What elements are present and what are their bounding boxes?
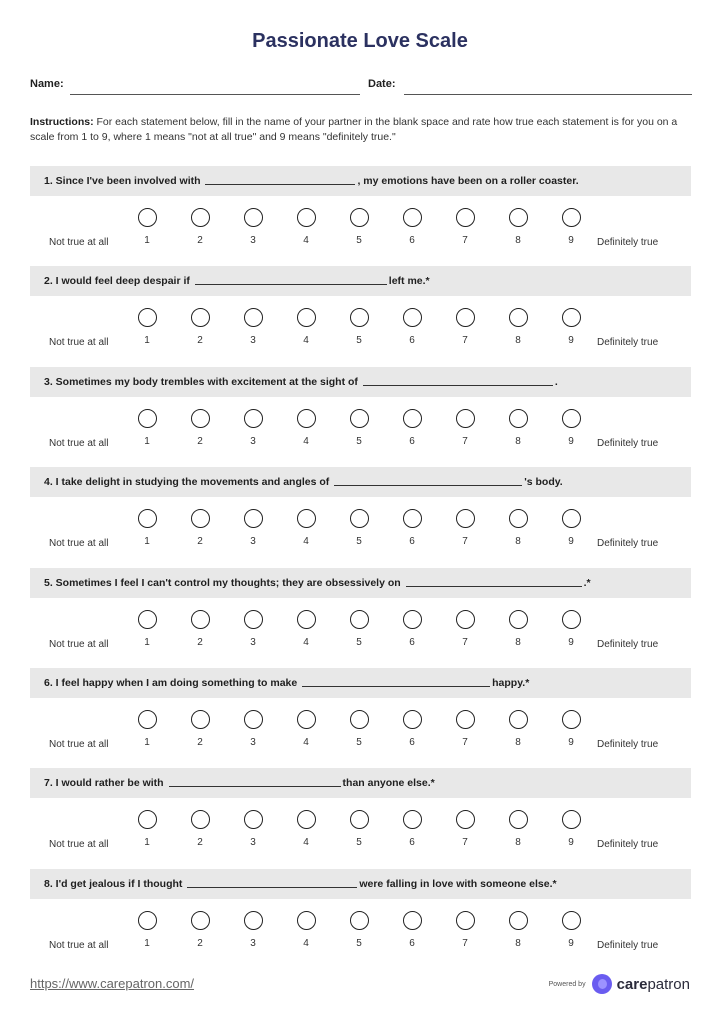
rating-number: 1 bbox=[144, 736, 150, 748]
question-text-after: , my emotions have been on a roller coaster. bbox=[357, 175, 579, 187]
rating-option[interactable] bbox=[294, 509, 318, 547]
rating-number: 6 bbox=[409, 235, 415, 246]
question-text-before: 1. Since I've been involved with bbox=[44, 175, 201, 187]
radio-circle-icon[interactable] bbox=[562, 509, 581, 528]
rating-option[interactable] bbox=[400, 409, 424, 447]
rating-number: 2 bbox=[197, 837, 203, 849]
scale-left-label: Not true at all bbox=[49, 839, 109, 851]
rating-number: 6 bbox=[409, 736, 415, 748]
radio-circle-icon[interactable] bbox=[509, 308, 528, 327]
radio-circle-icon[interactable] bbox=[138, 208, 157, 227]
rating-option[interactable] bbox=[241, 308, 265, 346]
scale-left-label: Not true at all bbox=[49, 738, 109, 750]
rating-number: 3 bbox=[250, 536, 256, 548]
radio-circle-icon[interactable] bbox=[456, 308, 475, 327]
radio-circle-icon[interactable] bbox=[244, 509, 263, 528]
partner-name-blank[interactable] bbox=[334, 474, 522, 486]
radio-circle-icon[interactable] bbox=[456, 409, 475, 428]
rating-option[interactable] bbox=[135, 308, 159, 346]
rating-number: 6 bbox=[409, 837, 415, 849]
partner-name-blank[interactable] bbox=[205, 173, 355, 185]
powered-by-label: Powered by bbox=[548, 980, 586, 988]
partner-name-blank[interactable] bbox=[302, 675, 490, 687]
radio-circle-icon[interactable] bbox=[244, 911, 263, 930]
rating-number: 3 bbox=[250, 636, 256, 648]
rating-option[interactable] bbox=[400, 710, 424, 748]
rating-option[interactable] bbox=[241, 208, 265, 246]
scale-right-label: Definitely true bbox=[597, 638, 659, 650]
question-text-after: were falling in love with someone else.* bbox=[359, 877, 557, 890]
rating-number: 8 bbox=[515, 235, 521, 246]
rating-number: 3 bbox=[250, 235, 256, 246]
rating-number: 9 bbox=[568, 736, 574, 748]
scale-right-label: Definitely true bbox=[597, 839, 659, 851]
radio-circle-icon[interactable] bbox=[509, 810, 528, 829]
rating-option[interactable] bbox=[347, 710, 371, 748]
rating-option[interactable] bbox=[135, 810, 159, 848]
scale-left-label: Not true at all bbox=[49, 939, 109, 951]
instructions bbox=[30, 115, 680, 145]
rating-option[interactable] bbox=[241, 509, 265, 547]
rating-number: 7 bbox=[462, 235, 468, 246]
rating-number: 9 bbox=[568, 235, 574, 246]
rating-number: 5 bbox=[356, 435, 362, 447]
rating-option[interactable] bbox=[135, 911, 159, 949]
footer-url-link[interactable]: https://www.carepatron.com/ bbox=[30, 976, 195, 991]
rating-number: 8 bbox=[515, 937, 521, 949]
carepatron-logo-icon bbox=[592, 974, 612, 994]
rating-number: 6 bbox=[409, 435, 415, 447]
rating-option[interactable] bbox=[453, 710, 477, 748]
rating-option[interactable] bbox=[294, 208, 318, 246]
rating-option[interactable] bbox=[400, 509, 424, 547]
rating-number: 4 bbox=[303, 335, 309, 347]
radio-circle-icon[interactable] bbox=[350, 308, 369, 327]
rating-option[interactable] bbox=[506, 810, 530, 848]
question-text-after: 's body. bbox=[524, 476, 563, 489]
rating-option[interactable] bbox=[453, 208, 477, 246]
rating-option[interactable] bbox=[559, 308, 583, 346]
rating-option[interactable] bbox=[347, 911, 371, 949]
rating-option[interactable] bbox=[400, 810, 424, 848]
question-statement bbox=[30, 266, 691, 296]
radio-circle-icon[interactable] bbox=[456, 610, 475, 629]
rating-option[interactable] bbox=[294, 911, 318, 949]
rating-number: 2 bbox=[197, 636, 203, 648]
radio-circle-icon[interactable] bbox=[297, 710, 316, 729]
rating-option[interactable] bbox=[294, 710, 318, 748]
rating-number: 4 bbox=[303, 435, 309, 447]
rating-option[interactable] bbox=[135, 208, 159, 246]
radio-circle-icon[interactable] bbox=[562, 610, 581, 629]
rating-option[interactable] bbox=[135, 610, 159, 648]
radio-circle-icon[interactable] bbox=[297, 208, 316, 227]
partner-name-blank[interactable] bbox=[195, 273, 387, 285]
rating-number: 4 bbox=[303, 937, 309, 949]
rating-number: 7 bbox=[462, 937, 468, 949]
rating-number: 7 bbox=[462, 536, 468, 548]
name-label: Name: bbox=[30, 78, 64, 90]
rating-number: 1 bbox=[144, 636, 150, 648]
rating-number: 4 bbox=[303, 837, 309, 849]
rating-number: 6 bbox=[409, 636, 415, 648]
rating-option[interactable] bbox=[453, 509, 477, 547]
radio-circle-icon[interactable] bbox=[456, 509, 475, 528]
radio-circle-icon[interactable] bbox=[509, 208, 528, 227]
rating-number: 7 bbox=[462, 736, 468, 748]
rating-option[interactable] bbox=[135, 509, 159, 547]
rating-option[interactable] bbox=[453, 409, 477, 447]
rating-number: 4 bbox=[303, 536, 309, 548]
rating-option[interactable] bbox=[347, 509, 371, 547]
rating-option[interactable] bbox=[506, 409, 530, 447]
rating-option[interactable] bbox=[347, 610, 371, 648]
rating-option[interactable] bbox=[241, 810, 265, 848]
radio-circle-icon[interactable] bbox=[562, 911, 581, 930]
rating-number: 7 bbox=[462, 335, 468, 347]
question-statement bbox=[30, 166, 691, 196]
rating-option[interactable] bbox=[400, 911, 424, 949]
brand-logo bbox=[549, 974, 690, 994]
rating-number: 9 bbox=[568, 536, 574, 548]
radio-circle-icon[interactable] bbox=[350, 710, 369, 729]
scale-left-label: Not true at all bbox=[49, 337, 109, 349]
radio-circle-icon[interactable] bbox=[403, 810, 422, 829]
rating-number: 9 bbox=[568, 636, 574, 648]
question-statement bbox=[30, 367, 691, 397]
rating-option[interactable] bbox=[559, 710, 583, 748]
rating-number: 9 bbox=[568, 837, 574, 849]
radio-circle-icon[interactable] bbox=[191, 810, 210, 829]
rating-number: 5 bbox=[356, 536, 362, 548]
rating-number: 8 bbox=[515, 536, 521, 548]
brand-name bbox=[617, 976, 690, 993]
rating-option[interactable] bbox=[294, 610, 318, 648]
radio-circle-icon[interactable] bbox=[350, 810, 369, 829]
rating-option[interactable] bbox=[400, 308, 424, 346]
rating-option[interactable] bbox=[453, 308, 477, 346]
radio-circle-icon[interactable] bbox=[456, 810, 475, 829]
radio-circle-icon[interactable] bbox=[244, 409, 263, 428]
rating-number: 1 bbox=[144, 435, 150, 447]
question-text-before: 6. I feel happy when I am doing something to make bbox=[44, 676, 298, 689]
rating-option[interactable] bbox=[188, 308, 212, 346]
question-statement bbox=[30, 467, 691, 497]
question-text-before: 2. I would feel deep despair if bbox=[44, 275, 190, 288]
radio-circle-icon[interactable] bbox=[562, 208, 581, 227]
question-item bbox=[30, 568, 691, 668]
scale-left-label: Not true at all bbox=[49, 237, 109, 248]
rating-option[interactable] bbox=[400, 208, 424, 246]
radio-circle-icon[interactable] bbox=[403, 208, 422, 227]
question-text-after: happy.* bbox=[492, 676, 530, 689]
rating-number: 1 bbox=[144, 235, 150, 246]
radio-circle-icon[interactable] bbox=[509, 610, 528, 629]
rating-number: 7 bbox=[462, 435, 468, 447]
question-statement bbox=[30, 869, 691, 899]
question-text-before: 7. I would rather be with bbox=[44, 777, 164, 790]
question-text-before: 4. I take delight in studying the movements and angles of bbox=[44, 476, 330, 489]
question-item bbox=[30, 467, 691, 567]
scale-left-label: Not true at all bbox=[49, 538, 109, 550]
instructions-lead: Instructions: bbox=[30, 116, 94, 128]
radio-circle-icon[interactable] bbox=[562, 810, 581, 829]
rating-number: 4 bbox=[303, 636, 309, 648]
rating-number: 2 bbox=[197, 937, 203, 949]
rating-option[interactable] bbox=[135, 409, 159, 447]
question-item bbox=[30, 367, 691, 467]
radio-circle-icon[interactable] bbox=[297, 509, 316, 528]
scale-right-label: Definitely true bbox=[597, 538, 659, 550]
rating-option[interactable] bbox=[559, 208, 583, 246]
rating-option[interactable] bbox=[559, 610, 583, 648]
radio-circle-icon[interactable] bbox=[297, 911, 316, 930]
rating-option[interactable] bbox=[188, 610, 212, 648]
question-item bbox=[30, 668, 691, 768]
question-statement bbox=[30, 768, 691, 798]
question-statement bbox=[30, 668, 691, 698]
question-list bbox=[30, 166, 691, 969]
rating-number: 5 bbox=[356, 937, 362, 949]
radio-circle-icon[interactable] bbox=[191, 208, 210, 227]
rating-option[interactable] bbox=[188, 810, 212, 848]
radio-circle-icon[interactable] bbox=[562, 308, 581, 327]
radio-circle-icon[interactable] bbox=[244, 710, 263, 729]
radio-circle-icon[interactable] bbox=[509, 710, 528, 729]
date-field[interactable] bbox=[404, 94, 692, 95]
radio-circle-icon[interactable] bbox=[191, 911, 210, 930]
rating-number: 5 bbox=[356, 335, 362, 347]
radio-circle-icon[interactable] bbox=[350, 409, 369, 428]
radio-circle-icon[interactable] bbox=[244, 610, 263, 629]
question-text-after: . bbox=[554, 375, 558, 388]
rating-option[interactable] bbox=[453, 911, 477, 949]
rating-number: 8 bbox=[515, 435, 521, 447]
rating-number: 9 bbox=[568, 937, 574, 949]
rating-option[interactable] bbox=[347, 308, 371, 346]
radio-circle-icon[interactable] bbox=[138, 710, 157, 729]
radio-circle-icon[interactable] bbox=[297, 810, 316, 829]
radio-circle-icon[interactable] bbox=[562, 409, 581, 428]
question-item bbox=[30, 869, 691, 969]
radio-circle-icon[interactable] bbox=[191, 610, 210, 629]
rating-option[interactable] bbox=[559, 409, 583, 447]
rating-number: 4 bbox=[303, 235, 309, 246]
rating-number: 3 bbox=[250, 335, 256, 347]
question-text-before: 3. Sometimes my body trembles with excitement at the sight of bbox=[44, 375, 358, 388]
rating-option[interactable] bbox=[559, 911, 583, 949]
scale-right-label: Definitely true bbox=[597, 939, 659, 951]
rating-number: 5 bbox=[356, 837, 362, 849]
radio-circle-icon[interactable] bbox=[403, 911, 422, 930]
rating-option[interactable] bbox=[188, 911, 212, 949]
rating-option[interactable] bbox=[241, 409, 265, 447]
rating-number: 5 bbox=[356, 736, 362, 748]
rating-option[interactable] bbox=[506, 610, 530, 648]
question-item bbox=[30, 266, 691, 366]
radio-circle-icon[interactable] bbox=[191, 308, 210, 327]
rating-number: 3 bbox=[250, 435, 256, 447]
radio-circle-icon[interactable] bbox=[350, 509, 369, 528]
rating-option[interactable] bbox=[347, 810, 371, 848]
rating-number: 5 bbox=[356, 235, 362, 246]
rating-number: 8 bbox=[515, 837, 521, 849]
rating-number: 6 bbox=[409, 536, 415, 548]
question-text-after: than anyone else.* bbox=[342, 777, 435, 790]
radio-circle-icon[interactable] bbox=[562, 710, 581, 729]
rating-option[interactable] bbox=[559, 509, 583, 547]
partner-name-blank[interactable] bbox=[363, 374, 553, 386]
question-text-after: left me.* bbox=[388, 275, 430, 288]
radio-circle-icon[interactable] bbox=[244, 208, 263, 227]
rating-number: 6 bbox=[409, 937, 415, 949]
rating-number: 8 bbox=[515, 636, 521, 648]
question-text-before: 5. Sometimes I feel I can't control my thoughts; they are obsessively on bbox=[44, 576, 401, 589]
radio-circle-icon[interactable] bbox=[350, 610, 369, 629]
rating-number: 8 bbox=[515, 335, 521, 347]
rating-option[interactable] bbox=[241, 710, 265, 748]
rating-option[interactable] bbox=[188, 409, 212, 447]
radio-circle-icon[interactable] bbox=[138, 610, 157, 629]
question-text-after: .* bbox=[583, 576, 591, 589]
rating-option[interactable] bbox=[506, 911, 530, 949]
radio-circle-icon[interactable] bbox=[244, 810, 263, 829]
question-item bbox=[30, 166, 691, 266]
radio-circle-icon[interactable] bbox=[138, 509, 157, 528]
rating-option[interactable] bbox=[506, 308, 530, 346]
rating-option[interactable] bbox=[400, 610, 424, 648]
scale-right-label: Definitely true bbox=[597, 738, 659, 750]
rating-option[interactable] bbox=[188, 208, 212, 246]
radio-circle-icon[interactable] bbox=[456, 710, 475, 729]
rating-option[interactable] bbox=[453, 610, 477, 648]
radio-circle-icon[interactable] bbox=[244, 308, 263, 327]
radio-circle-icon[interactable] bbox=[509, 509, 528, 528]
rating-number: 7 bbox=[462, 837, 468, 849]
rating-number: 4 bbox=[303, 736, 309, 748]
scale-right-label: Definitely true bbox=[597, 237, 659, 248]
question-text-before: 8. I'd get jealous if I thought bbox=[44, 877, 183, 890]
radio-circle-icon[interactable] bbox=[456, 208, 475, 227]
radio-circle-icon[interactable] bbox=[191, 710, 210, 729]
brand-name-bold: care bbox=[616, 975, 648, 993]
rating-number: 2 bbox=[197, 435, 203, 447]
radio-circle-icon[interactable] bbox=[403, 710, 422, 729]
radio-circle-icon[interactable] bbox=[403, 610, 422, 629]
radio-circle-icon[interactable] bbox=[456, 911, 475, 930]
rating-number: 7 bbox=[462, 636, 468, 648]
rating-option[interactable] bbox=[294, 810, 318, 848]
radio-circle-icon[interactable] bbox=[350, 208, 369, 227]
rating-option[interactable] bbox=[294, 308, 318, 346]
radio-circle-icon[interactable] bbox=[350, 911, 369, 930]
instructions-text: For each statement below, fill in the name of your partner in the blank space and rate how true each statement is for you on a scale from 1 to 9, where 1 means "not at all true" and 9 means "definitely true." bbox=[30, 116, 678, 143]
question-statement bbox=[30, 568, 691, 598]
brand-name-rest: patron bbox=[647, 975, 690, 993]
scale-left-label: Not true at all bbox=[49, 437, 109, 449]
rating-number: 1 bbox=[144, 536, 150, 548]
rating-number: 1 bbox=[144, 335, 150, 347]
rating-option[interactable] bbox=[294, 409, 318, 447]
rating-option[interactable] bbox=[135, 710, 159, 748]
name-field[interactable] bbox=[70, 94, 360, 95]
rating-option[interactable] bbox=[241, 610, 265, 648]
rating-number: 3 bbox=[250, 736, 256, 748]
rating-number: 2 bbox=[197, 736, 203, 748]
rating-number: 9 bbox=[568, 335, 574, 347]
scale-left-label: Not true at all bbox=[49, 638, 109, 650]
radio-circle-icon[interactable] bbox=[509, 911, 528, 930]
rating-number: 1 bbox=[144, 937, 150, 949]
rating-number: 2 bbox=[197, 235, 203, 246]
rating-number: 3 bbox=[250, 937, 256, 949]
rating-option[interactable] bbox=[241, 911, 265, 949]
rating-number: 2 bbox=[197, 335, 203, 347]
rating-option[interactable] bbox=[506, 509, 530, 547]
rating-option[interactable] bbox=[188, 509, 212, 547]
rating-number: 5 bbox=[356, 636, 362, 648]
radio-circle-icon[interactable] bbox=[138, 911, 157, 930]
partner-name-blank[interactable] bbox=[187, 876, 357, 888]
rating-number: 9 bbox=[568, 435, 574, 447]
rating-option[interactable] bbox=[453, 810, 477, 848]
radio-circle-icon[interactable] bbox=[403, 509, 422, 528]
rating-option[interactable] bbox=[506, 208, 530, 246]
rating-option[interactable] bbox=[347, 208, 371, 246]
radio-circle-icon[interactable] bbox=[297, 610, 316, 629]
rating-option[interactable] bbox=[347, 409, 371, 447]
radio-circle-icon[interactable] bbox=[509, 409, 528, 428]
radio-circle-icon[interactable] bbox=[297, 409, 316, 428]
radio-circle-icon[interactable] bbox=[191, 409, 210, 428]
radio-circle-icon[interactable] bbox=[138, 810, 157, 829]
page-title: Passionate Love Scale bbox=[252, 30, 468, 52]
rating-number: 1 bbox=[144, 837, 150, 849]
radio-circle-icon[interactable] bbox=[138, 409, 157, 428]
radio-circle-icon[interactable] bbox=[403, 409, 422, 428]
rating-number: 2 bbox=[197, 536, 203, 548]
rating-number: 6 bbox=[409, 335, 415, 347]
partner-name-blank[interactable] bbox=[169, 775, 341, 787]
radio-circle-icon[interactable] bbox=[403, 308, 422, 327]
rating-number: 3 bbox=[250, 837, 256, 849]
radio-circle-icon[interactable] bbox=[138, 308, 157, 327]
rating-option[interactable] bbox=[506, 710, 530, 748]
radio-circle-icon[interactable] bbox=[297, 308, 316, 327]
scale-right-label: Definitely true bbox=[597, 337, 659, 349]
rating-number: 8 bbox=[515, 736, 521, 748]
scale-right-label: Definitely true bbox=[597, 437, 659, 449]
radio-circle-icon[interactable] bbox=[191, 509, 210, 528]
question-item bbox=[30, 768, 691, 868]
rating-option[interactable] bbox=[559, 810, 583, 848]
date-label: Date: bbox=[368, 78, 396, 90]
rating-option[interactable] bbox=[188, 710, 212, 748]
partner-name-blank[interactable] bbox=[406, 575, 582, 587]
